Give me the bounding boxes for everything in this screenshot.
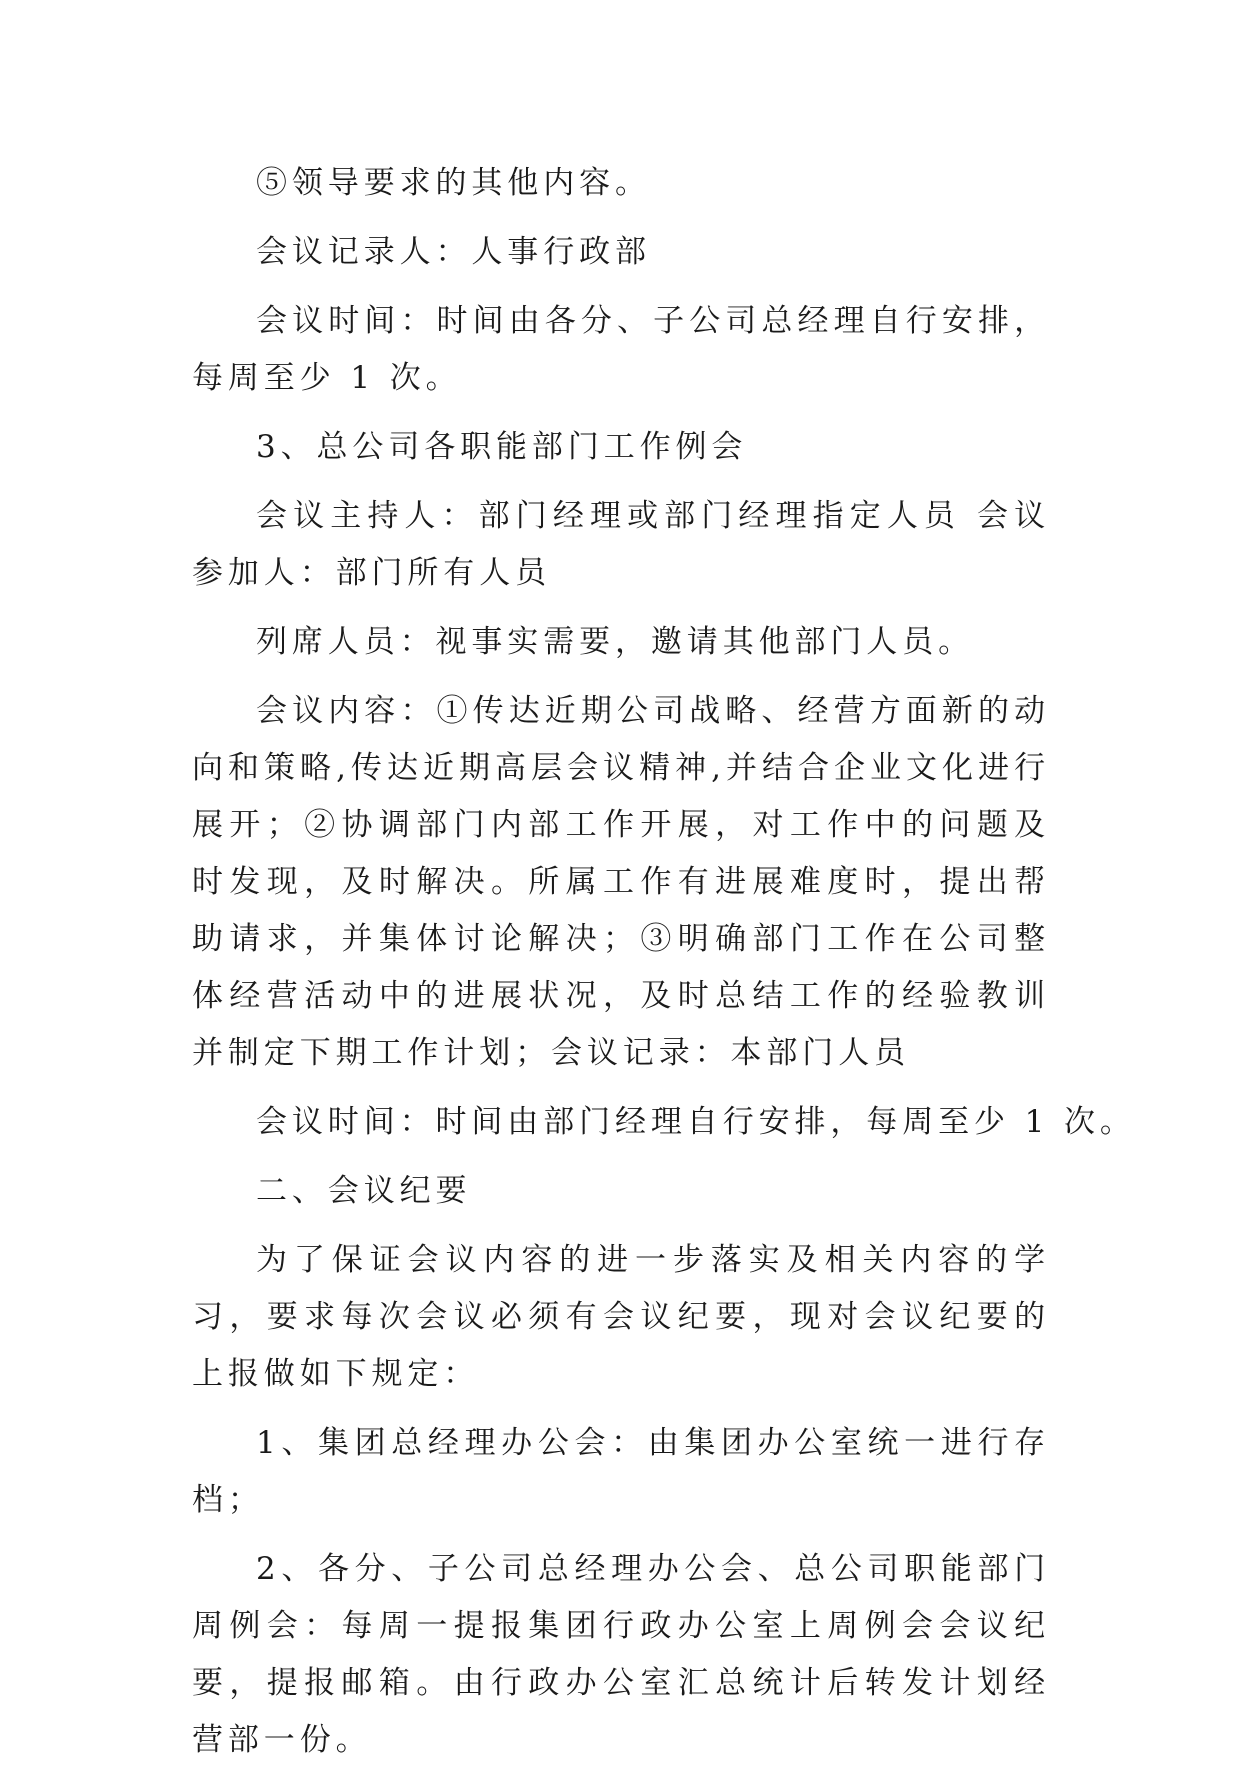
paragraph-heading-dept-meeting: 3、总公司各职能部门工作例会 [256,429,748,465]
paragraph-attendees: 列席人员：视事实需要，邀请其他部门人员。 [256,624,974,660]
paragraph-recorder: 会议记录人：人事行政部 [256,234,651,270]
paragraph-rule-1: 1、集团总经理办公会：由集团办公室统一进行存档； [192,1425,1050,1518]
paragraph-meeting-content: 会议内容：①传达近期公司战略、经营方面新的动向和策略,传达近期高层会议精神,并结合企业文化进行展开；②协调部门内部工作开展，对工作中的问题及时发现，及时解决。所属工作有进展难度时，提出帮助请求，并集体讨论解决；③明确部门工作在公司整体经营活动中的进展状况，及时总结工作的经验教训并制定下期工作计划；会议记录：本部门人员 [192,693,1050,1071]
paragraph-host-participants: 会议主持人：部门经理或部门经理指定人员 会议参加人：部门所有人员 [192,498,1050,591]
paragraph-minutes-intro: 为了保证会议内容的进一步落实及相关内容的学习，要求每次会议必须有会议纪要，现对会议纪要的上报做如下规定： [192,1242,1050,1392]
paragraph-item-5-other: ⑤领导要求的其他内容。 [256,165,651,201]
paragraph-meeting-time-subsidiary: 会议时间：时间由各分、子公司总经理自行安排，每周至少 1 次。 [192,303,1050,396]
paragraph-heading-minutes: 二、会议纪要 [256,1173,472,1209]
paragraph-rule-2: 2、各分、子公司总经理办公会、总公司职能部门周例会：每周一提报集团行政办公室上周例会会议纪要，提报邮箱。由行政办公室汇总统计后转发计划经营部一份。 [192,1551,1050,1758]
document-page [192,155,1136,1781]
paragraph-meeting-time-dept: 会议时间：时间由部门经理自行安排，每周至少 1 次。 [256,1104,1136,1140]
